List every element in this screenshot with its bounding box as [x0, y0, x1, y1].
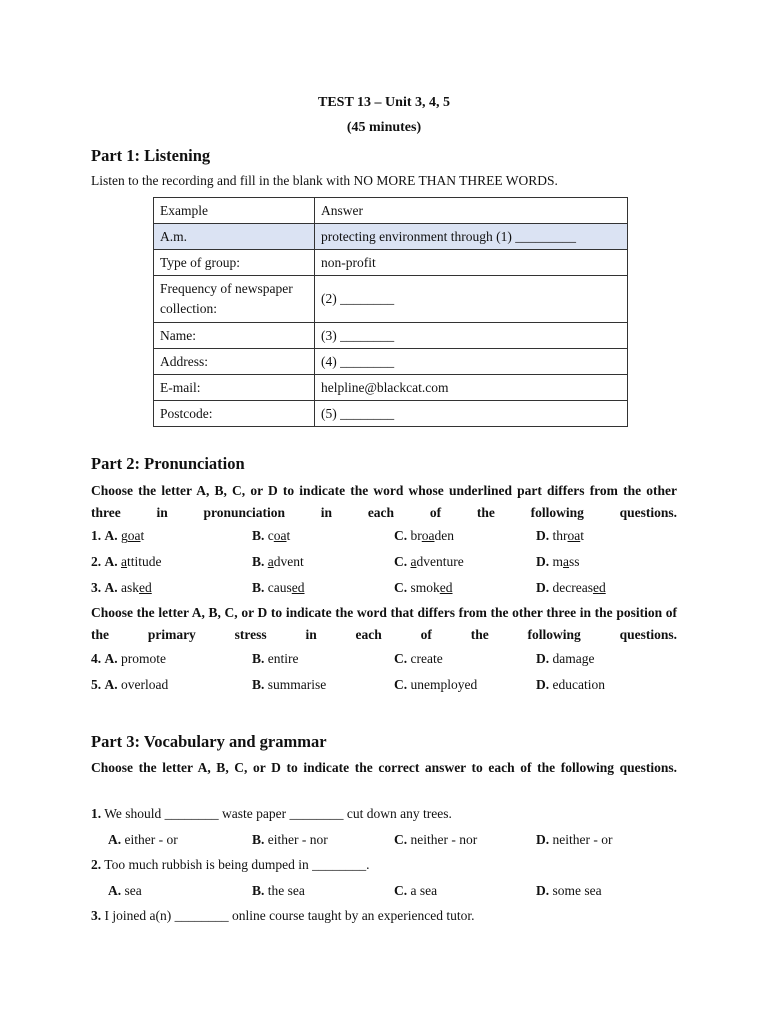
option-word: promote [121, 651, 166, 666]
row-value: helpline@blackcat.com [315, 375, 628, 401]
option-letter: C. [394, 651, 408, 666]
table-header-example: Example [154, 198, 315, 224]
part3-instruction: Choose the letter A, B, C, or D to indicate the correct answer to each of the following questions. [91, 760, 677, 775]
option-letter: A. [108, 883, 122, 898]
row-label: E-mail: [154, 375, 315, 401]
part1-heading: Part 1: Listening [91, 146, 211, 165]
part2-instruction-pronunciation: Choose the letter A, B, C, or D to indicate the word whose underlined part differs from the other three in pronunciation in each of the following questions. [91, 483, 677, 520]
option-word: coat [267, 528, 291, 543]
row-label: Frequency of newspaper collection: [154, 276, 315, 323]
option-letter: D. [536, 528, 550, 543]
row-value: non-profit [315, 250, 628, 276]
option-letter: B. [252, 883, 265, 898]
option-word: goat [121, 528, 145, 543]
row-label: Postcode: [154, 401, 315, 427]
option-letter: C. [394, 554, 408, 569]
row-value: protecting environment through (1) _________ [315, 224, 628, 250]
table-row [154, 349, 628, 375]
option-text: either - nor [267, 832, 328, 847]
row-value: (4) ________ [315, 349, 628, 375]
option-word: broaden [410, 528, 454, 543]
option-text: sea [124, 883, 142, 898]
test-duration: (45 minutes) [346, 120, 422, 135]
option-letter: B. [252, 651, 265, 666]
option-letter: A. [108, 832, 122, 847]
table-row [154, 276, 628, 323]
option-word: caused [267, 580, 305, 595]
option-text: neither - or [552, 832, 613, 847]
table-row [154, 323, 628, 349]
option-letter: D. [536, 580, 550, 595]
option-word: damage [552, 651, 595, 666]
option-letter: D. [536, 554, 550, 569]
row-label: Type of group: [154, 250, 315, 276]
option-word: education [552, 677, 605, 692]
option-letter: B. [252, 677, 265, 692]
q-number: 3. [91, 908, 102, 923]
option-text: the sea [267, 883, 305, 898]
row-value: (5) ________ [315, 401, 628, 427]
option-letter: B. [252, 528, 265, 543]
option-letter: B. [252, 580, 265, 595]
row-label: A.m. [154, 224, 315, 250]
option-letter: B. [252, 554, 265, 569]
option-letter: A. [104, 651, 118, 666]
q-number: 3. [91, 580, 102, 595]
option-letter: C. [394, 677, 408, 692]
option-letter: A. [104, 677, 118, 692]
table-row [154, 224, 628, 250]
q-number: 2. [91, 554, 102, 569]
listening-table [153, 197, 628, 427]
part3-heading: Part 3: Vocabulary and grammar [91, 732, 327, 751]
option-word: throat [552, 528, 585, 543]
option-word: mass [552, 554, 580, 569]
option-text: either - or [124, 832, 178, 847]
option-word: unemployed [410, 677, 478, 692]
option-word: attitude [121, 554, 162, 569]
option-word: entire [267, 651, 299, 666]
row-label: Address: [154, 349, 315, 375]
option-letter: B. [252, 832, 265, 847]
question-stem: We should ________ waste paper ________ cut down any trees. [104, 806, 452, 821]
q-number: 1. [91, 806, 102, 821]
option-word: create [410, 651, 443, 666]
option-letter: C. [394, 580, 408, 595]
option-text: neither - nor [410, 832, 478, 847]
option-letter: A. [104, 528, 118, 543]
option-word: asked [121, 580, 152, 595]
option-word: adventure [410, 554, 464, 569]
option-word: advent [267, 554, 304, 569]
option-letter: D. [536, 651, 550, 666]
table-header-answer: Answer [315, 198, 628, 224]
table-row [154, 401, 628, 427]
part1-instruction: Listen to the recording and fill in the blank with NO MORE THAN THREE WORDS. [91, 173, 558, 188]
option-letter: D. [536, 832, 550, 847]
q-number: 2. [91, 857, 102, 872]
part2-instruction-stress: Choose the letter A, B, C, or D to indicate the word that differs from the other three in the position of the primary stress in each of the following questions. [91, 605, 677, 642]
option-text: some sea [552, 883, 602, 898]
option-letter: D. [536, 677, 550, 692]
option-word: summarise [267, 677, 327, 692]
option-word: decreased [552, 580, 606, 595]
option-letter: A. [104, 554, 118, 569]
q-number: 5. [91, 677, 102, 692]
q-number: 1. [91, 528, 102, 543]
question-stem: Too much rubbish is being dumped in ________. [104, 857, 370, 872]
option-letter: C. [394, 883, 408, 898]
option-letter: A. [104, 580, 118, 595]
test-title: TEST 13 – Unit 3, 4, 5 [318, 95, 450, 110]
table-row [154, 375, 628, 401]
option-word: smoked [410, 580, 453, 595]
option-word: overload [121, 677, 169, 692]
option-letter: C. [394, 832, 408, 847]
row-value: (2) ________ [315, 276, 628, 323]
row-value: (3) ________ [315, 323, 628, 349]
table-header-row [154, 198, 628, 224]
table-row [154, 250, 628, 276]
part2-heading: Part 2: Pronunciation [91, 454, 245, 473]
option-text: a sea [410, 883, 438, 898]
row-label: Name: [154, 323, 315, 349]
q-number: 4. [91, 651, 102, 666]
question-stem: I joined a(n) ________ online course taught by an experienced tutor. [104, 908, 475, 923]
option-letter: C. [394, 528, 408, 543]
option-letter: D. [536, 883, 550, 898]
